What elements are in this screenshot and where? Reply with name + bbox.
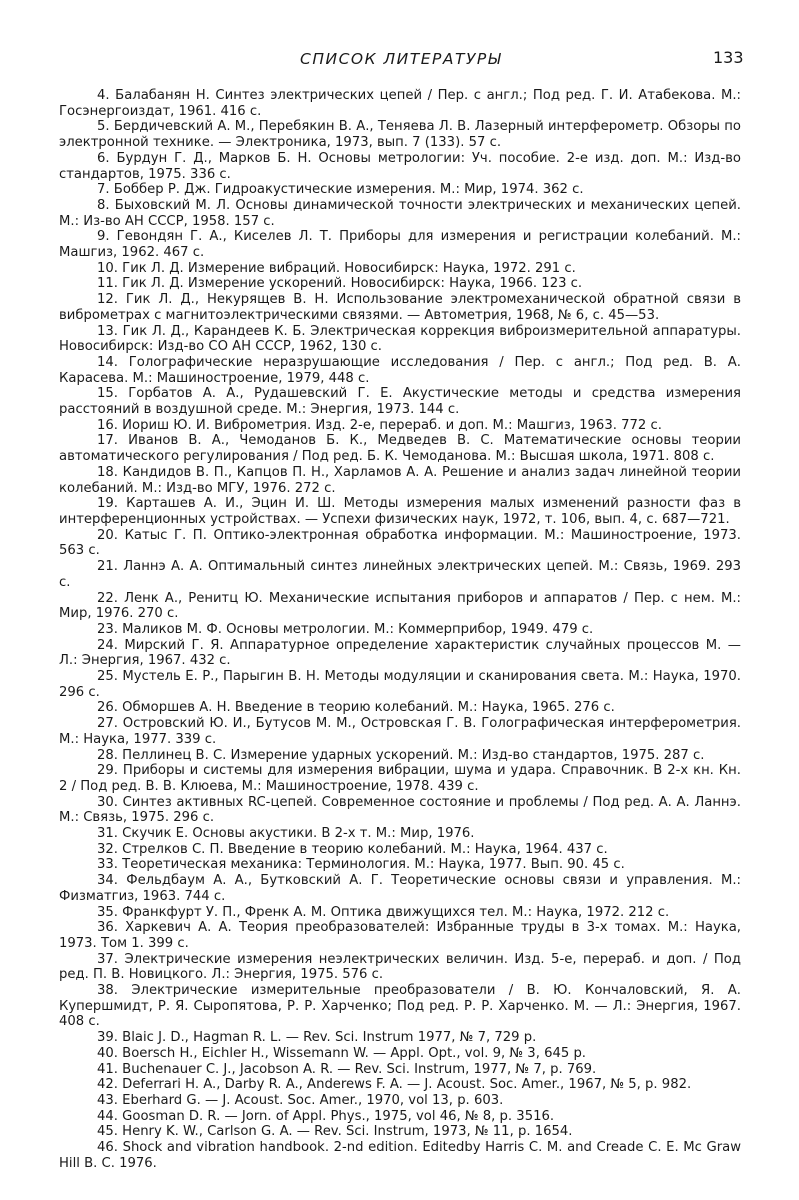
reference-item: 5. Бердичевский А. М., Перебякин В. А., Теняева Л. В. Лазерный интерферометр. Обзоры по электронной технике. — Электроника, 1973, вып. 7 (133). 57 с. — [59, 119, 741, 151]
reference-item: 9. Гевондян Г. А., Киселев Л. Т. Приборы для измерения и регистрации колебаний. М.: Машгиз, 1962. 467 с. — [59, 229, 741, 261]
reference-item: 7. Боббер Р. Дж. Гидроакустические измерения. М.: Мир, 1974. 362 с. — [97, 182, 584, 198]
reference-list — [59, 88, 741, 1172]
reference-item: 37. Электрические измерения неэлектрических величин. Изд. 5-е, перераб. и доп. / Под ред. П. В. Новицкого. Л.: Энергия, 1975. 576 с. — [59, 951, 741, 983]
reference-item: 20. Катыс Г. П. Оптико-электронная обработка информации. М.: Машиностроение, 1973. 563 с. — [59, 527, 741, 559]
reference-item: 32. Стрелков С. П. Введение в теорию колебаний. М.: Наука, 1964. 437 с. — [97, 841, 608, 857]
reference-item: 34. Фельдбаум А. А., Бутковский А. Г. Теоретические основы связи и управления. М.: Физматгиз, 1963. 744 с. — [59, 873, 741, 904]
reference-item: 42. Deferrari H. A., Darby R. A., Anderews F. A. — J. Acoust. Soc. Amer., 1967, № 5, p. 982. — [97, 1077, 692, 1093]
reference-item: 46. Shock and vibration handbook. 2-nd edition. Editedby Harris C. M. and Creade C. E. Mc Graw Hill B. C. 1976. — [59, 1140, 741, 1171]
reference-item: 38. Электрические измерительные преобразователи / В. Ю. Кончаловский, Я. А. Купершмидт, Р. Я. Сыропятова, Р. Р. Харченко; Под ред. Р. Р. Харченко. М. — Л.: Энергия, 1967. 408 с. — [59, 983, 741, 1030]
reference-item: 43. Eberhard G. — J. Acoust. Soc. Amer., 1970, vol 13, p. 603. — [97, 1093, 504, 1108]
reference-item: 19. Карташев А. И., Эцин И. Ш. Методы измерения малых изменений разности фаз в интерференционных устройствах. — Успехи физических наук, 1972, т. 106, вып. 4, с. 687—721. — [59, 496, 741, 527]
reference-item: 29. Приборы и системы для измерения вибрации, шума и удара. Справочник. В 2-х кн. Кн. 2 / Под ред. В. В. Клюева, М.: Машиностроение, 1978. 439 с. — [59, 763, 741, 794]
reference-item: 23. Маликов М. Ф. Основы метрологии. М.: Коммерприбор, 1949. 479 с. — [97, 621, 594, 637]
page-header — [0, 46, 799, 70]
reference-item: 22. Ленк А., Ренитц Ю. Механические испытания приборов и аппаратов / Пер. с нем. М.: Мир, 1976. 270 с. — [59, 590, 741, 622]
page-number: 133 — [713, 48, 744, 67]
reference-item: 39. Blaic J. D., Hagman R. L. — Rev. Sci. Instrum 1977, № 7, 729 p. — [97, 1030, 537, 1046]
reference-item: 35. Франкфурт У. П., Френк А. М. Оптика движущихся тел. М.: Наука, 1972. 212 с. — [97, 904, 670, 920]
reference-item: 31. Скучик Е. Основы акустики. В 2-х т. М.: Мир, 1976. — [97, 826, 475, 842]
reference-item: 44. Goosman D. R. — Jorn. of Appl. Phys., 1975, vol 46, № 8, p. 3516. — [97, 1108, 555, 1124]
reference-item: 25. Мустель Е. Р., Парыгин В. Н. Методы модуляции и сканирования света. М.: Наука, 1970. 296 с. — [59, 669, 741, 700]
reference-item: 21. Ланнэ А. А. Оптимальный синтез линейных электрических цепей. М.: Связь, 1969. 293 с. — [59, 559, 741, 590]
reference-item: 6. Бурдун Г. Д., Марков Б. Н. Основы метрологии: Уч. пособие. 2-е изд. доп. М.: Изд-во стандартов, 1975. 336 с. — [59, 150, 741, 182]
reference-item: 12. Гик Л. Д., Некурящев В. Н. Использование электромеханической обратной связи в виброметрах с магнитоэлектрическими связями. — Автометрия, 1968, № 6, с. 45—53. — [59, 292, 741, 323]
reference-item: 10. Гик Л. Д. Измерение вибраций. Новосибирск: Наука, 1972. 291 с. — [97, 260, 576, 276]
reference-item: 24. Мирский Г. Я. Аппаратурное определение характеристик случайных процессов М. — Л.: Энергия, 1967. 432 с. — [59, 637, 741, 669]
reference-item: 16. Иориш Ю. И. Виброметрия. Изд. 2-е, перераб. и доп. М.: Машгиз, 1963. 772 с. — [97, 417, 662, 433]
reference-item: 41. Buchenauer C. J., Jacobson A. R. — Rev. Sci. Instrum, 1977, № 7, p. 769. — [97, 1061, 597, 1077]
reference-item: 14. Голографические неразрушающие исследования / Пер. с англ.; Под ред. В. А. Карасева. М.: Машиностроение, 1979, 448 с. — [59, 354, 741, 386]
reference-item: 36. Харкевич А. А. Теория преобразователей: Избранные труды в 3-х томах. М.: Наука, 1973. Том 1. 399 с. — [59, 920, 741, 951]
reference-item: 8. Быховский М. Л. Основы динамической точности электрических и механических цепей. М.: Из-во АН СССР, 1958. 157 с. — [59, 197, 741, 229]
reference-item: 28. Пеллинец В. С. Измерение ударных ускорений. М.: Изд-во стандартов, 1975. 287 с. — [97, 747, 705, 763]
reference-item: 27. Островский Ю. И., Бутусов М. М., Островская Г. В. Голографическая интерферометрия. М.: Наука, 1977. 339 с. — [59, 716, 741, 747]
reference-item: 30. Синтез активных RC-цепей. Современное состояние и проблемы / Под ред. А. А. Ланнэ. М.: Связь, 1975. 296 с. — [59, 794, 741, 826]
reference-item: 40. Boersch H., Eichler H., Wissemann W. — Appl. Opt., vol. 9, № 3, 645 p. — [97, 1045, 587, 1061]
reference-item: 18. Кандидов В. П., Капцов П. Н., Харламов А. А. Решение и анализ задач линейной теории колебаний. М.: Изд-во МГУ, 1976. 272 с. — [59, 464, 741, 496]
reference-item: 13. Гик Л. Д., Карандеев К. Б. Электрическая коррекция виброизмерительной аппаратуры. Новосибирск: Изд-во СО АН СССР, 1962, 130 с. — [59, 323, 741, 355]
reference-item: 33. Теоретическая механика: Терминология. М.: Наука, 1977. Вып. 90. 45 с. — [97, 857, 625, 873]
reference-item: 4. Балабанян Н. Синтез электрических цепей / Пер. с англ.; Под ред. Г. И. Атабекова. М.: Госэнергоиздат, 1961. 416 с. — [59, 88, 741, 119]
reference-item: 17. Иванов В. А., Чемоданов Б. К., Медведев В. С. Математические основы теории автоматического регулирования / Под ред. Б. К. Чемоданова. М.: Высшая школа, 1971. 808 с. — [59, 433, 741, 465]
reference-item: 11. Гик Л. Д. Измерение ускорений. Новосибирск: Наука, 1966. 123 с. — [97, 276, 583, 292]
reference-item: 15. Горбатов А. А., Рудашевский Г. Е. Акустические методы и средства измерения расстояний в воздушной среде. М.: Энергия, 1973. 144 с. — [59, 386, 741, 418]
running-title: СПИСОК ЛИТЕРАТУРЫ — [300, 50, 502, 68]
reference-item: 45. Henry K. W., Carlson G. A. — Rev. Sci. Instrum, 1973, № 11, p. 1654. — [97, 1124, 573, 1140]
reference-item: 26. Обморшев А. Н. Введение в теорию колебаний. М.: Наука, 1965. 276 с. — [97, 700, 615, 716]
